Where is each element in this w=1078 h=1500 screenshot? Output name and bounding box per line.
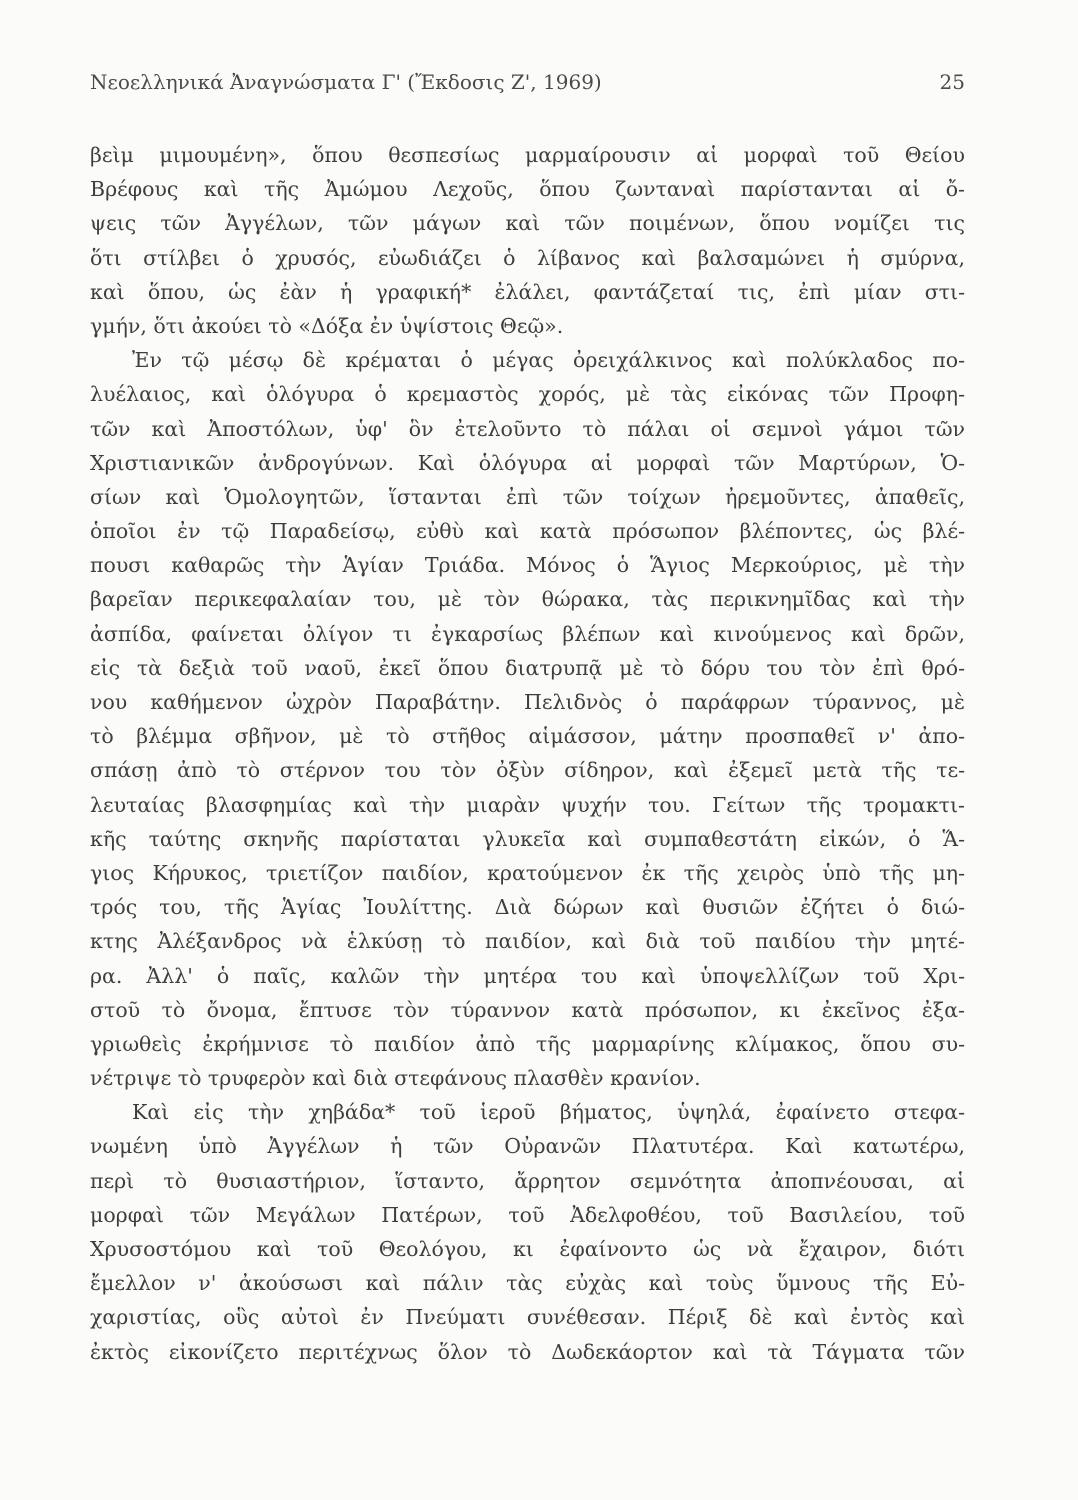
text-line: νωμένη ὑπὸ Ἀγγέλων ἡ τῶν Οὐρανῶν Πλατυτέρα. Καὶ κατωτέρω, <box>90 1134 965 1159</box>
text-line: ρα. Ἀλλ' ὁ παῖς, καλῶν τὴν μητέρα του καὶ ὑποψελλίζων τοῦ Χρι- <box>90 963 965 988</box>
text-line: τῶν καὶ Ἀποστόλων, ὑφ' ὃν ἐτελοῦντο τὸ πάλαι οἱ σεμνοὶ γάμοι τῶν <box>90 416 965 441</box>
text-line: ἀσπίδα, φαίνεται ὀλίγον τι ἐγκαρσίως βλέπων καὶ κινούμενος καὶ δρῶν, <box>90 621 965 646</box>
text-line: Βρέφους καὶ τῆς Ἀμώμου Λεχοῦς, ὅπου ζωνταναὶ παρίστανται αἱ ὄ- <box>90 177 965 202</box>
text-line: ἔμελλον ν' ἀκούσωσι καὶ πάλιν τὰς εὐχὰς καὶ τοὺς ὕμνους τῆς Εὐ- <box>90 1271 965 1296</box>
text-line: σίων καὶ Ὁμολογητῶν, ἵστανται ἐπὶ τῶν τοίχων ἠρεμοῦντες, ἀπαθεῖς, <box>90 484 965 509</box>
text-line: σπάσῃ ἀπὸ τὸ στέρνον του τὸν ὀξὺν σίδηρον, καὶ ἐξεμεῖ μετὰ τῆς τε- <box>90 758 965 783</box>
body-text <box>90 138 965 1369</box>
text-line: γριωθεὶς ἐκρήμνισε τὸ παιδίον ἀπὸ τῆς μαρμαρίνης κλίμακος, ὅπου συ- <box>90 1031 965 1056</box>
text-line: ἐκτὸς εἰκονίζετο περιτέχνως ὅλον τὸ Δωδεκάορτον καὶ τὰ Τάγματα τῶν <box>90 1339 965 1364</box>
text-line: κῆς ταύτης σκηνῆς παρίσταται γλυκεῖα καὶ συμπαθεστάτη εἰκών, ὁ Ἅ- <box>90 826 965 851</box>
text-line: βαρεῖαν περικεφαλαίαν του, μὲ τὸν θώρακα, τὰς περικνημῖδας καὶ τὴν <box>90 587 965 612</box>
text-line: κτης Ἀλέξανδρος νὰ ἑλκύσῃ τὸ παιδίον, καὶ διὰ τοῦ παιδίου τὴν μητέ- <box>90 929 965 954</box>
text-line: βεὶμ μιμουμένη», ὅπου θεσπεσίως μαρμαίρουσιν αἱ μορφαὶ τοῦ Θείου <box>90 143 965 167</box>
text-line: μορφαὶ τῶν Μεγάλων Πατέρων, τοῦ Ἀδελφοθέου, τοῦ Βασιλείου, τοῦ <box>90 1202 965 1227</box>
text-line: καὶ ὅπου, ὡς ἐὰν ἡ γραφική* ἐλάλει, φαντάζεταί τις, ἐπὶ μίαν στι- <box>90 279 965 304</box>
text-line: λυέλαιος, καὶ ὁλόγυρα ὁ κρεμαστὸς χορός, μὲ τὰς εἰκόνας τῶν Προφη- <box>90 382 965 407</box>
paragraph-start: Ἐν τῷ μέσῳ δὲ κρέμαται ὁ μέγας ὀρειχάλκινος καὶ πολύκλαδος πο- <box>132 348 965 373</box>
running-header <box>90 70 965 106</box>
text-line: χαριστίας, οὓς αὐτοὶ ἐν Πνεύματι συνέθεσαν. Πέριξ δὲ καὶ ἐντὸς καὶ <box>90 1305 965 1330</box>
text-line: ψεις τῶν Ἀγγέλων, τῶν μάγων καὶ τῶν ποιμένων, ὅπου νομίζει τις <box>90 211 965 236</box>
text-line: Χριστιανικῶν ἀνδρογύνων. Καὶ ὁλόγυρα αἱ μορφαὶ τῶν Μαρτύρων, Ὁ- <box>90 450 965 475</box>
text-line: Χρυσοστόμου καὶ τοῦ Θεολόγου, κι ἐφαίνοντο ὡς νὰ ἔχαιρον, διότι <box>90 1237 965 1261</box>
text-line: νέτριψε τὸ τρυφερὸν καὶ διὰ στεφάνους πλασθὲν κρανίον. <box>90 1066 701 1091</box>
text-line: εἰς τὰ δεξιὰ τοῦ ναοῦ, ἐκεῖ ὅπου διατρυπᾷ μὲ τὸ δόρυ του τὸν ἐπὶ θρό- <box>90 655 965 680</box>
text-line: νου καθήμενον ὠχρὸν Παραβάτην. Πελιδνὸς ὁ παράφρων τύραννος, μὲ <box>90 690 965 714</box>
text-line: ὁποῖοι ἐν τῷ Παραδείσῳ, εὐθὺ καὶ κατὰ πρόσωπον βλέποντες, ὡς βλέ- <box>90 519 965 544</box>
text-line: λευταίας βλασφημίας καὶ τὴν μιαρὰν ψυχήν του. Γείτων τῆς τρομακτι- <box>90 792 965 817</box>
text-line: περὶ τὸ θυσιαστήριον, ἵσταντο, ἄρρητον σεμνότητα ἀποπνέουσαι, αἱ <box>90 1168 965 1193</box>
text-line: γιος Κήρυκος, τριετίζον παιδίον, κρατούμενον ἐκ τῆς χειρὸς ὑπὸ τῆς μη- <box>90 860 965 885</box>
text-line: στοῦ τὸ ὄνομα, ἔπτυσε τὸν τύραννον κατὰ πρόσωπον, κι ἐκεῖνος ἐξα- <box>90 997 965 1022</box>
text-line: πουσι καθαρῶς τὴν Ἁγίαν Τριάδα. Μόνος ὁ Ἅγιος Μερκούριος, μὲ τὴν <box>90 553 965 578</box>
text-line: ὅτι στίλβει ὁ χρυσός, εὐωδιάζει ὁ λίβανος καὶ βαλσαμώνει ἡ σμύρνα, <box>90 245 965 270</box>
text-line: τὸ βλέμμα σβῆνον, μὲ τὸ στῆθος αἱμάσσον, μάτην προσπαθεῖ ν' ἀπο- <box>90 724 965 749</box>
paragraph-start: Καὶ εἰς τὴν χηβάδα* τοῦ ἱεροῦ βήματος, ὑψηλά, ἐφαίνετο στεφα- <box>132 1100 965 1125</box>
book-title: Νεοελληνικά Ἀναγνώσματα Γ' (Ἔκδοσις Ζ', 1969) <box>90 70 602 94</box>
text-line: γμήν, ὅτι ἀκούει τὸ «Δόξα ἐν ὑψίστοις Θεῷ». <box>90 313 564 338</box>
text-line: τρός του, τῆς Ἁγίας Ἰουλίττης. Διὰ δώρων καὶ θυσιῶν ἐζήτει ὁ διώ- <box>90 895 965 920</box>
page-number: 25 <box>939 70 965 94</box>
